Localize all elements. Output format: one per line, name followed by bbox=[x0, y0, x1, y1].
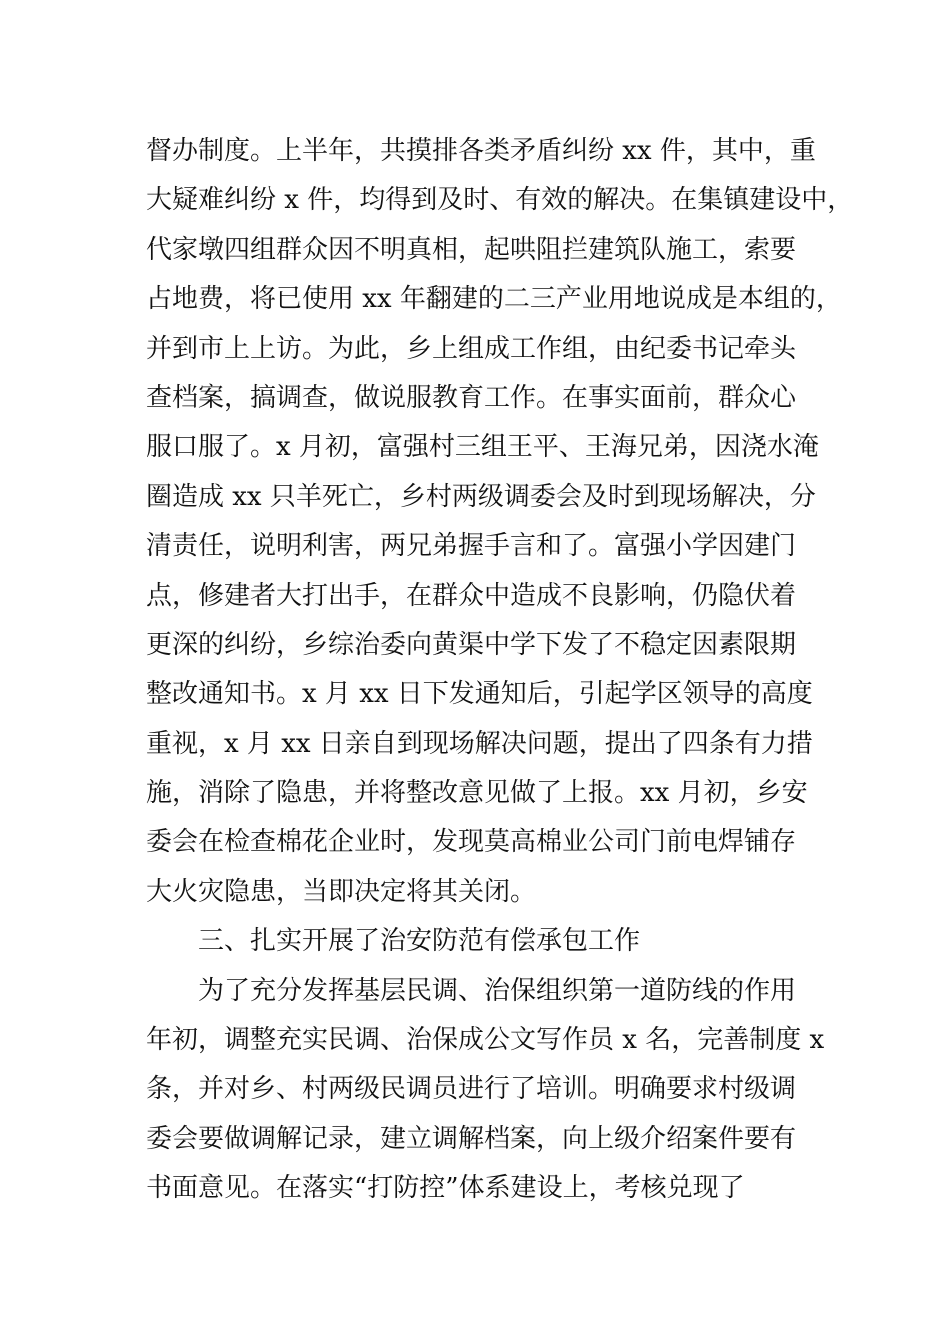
document-body bbox=[146, 127, 854, 1214]
text-line: 代家墩四组群众因不明真相，起哄阻拦建筑队施工，索要 bbox=[146, 234, 797, 265]
text-line: 清责任，说明利害，两兄弟握手言和了。富强小学因建门 bbox=[146, 531, 797, 562]
text-line: 更深的纠纷，乡综治委向黄渠中学下发了不稳定因素限期 bbox=[146, 629, 797, 660]
text-line: 大火灾隐患，当即决定将其关闭。 bbox=[146, 876, 537, 907]
text-line: 占地费，将已使用 xx 年翻建的二三产业用地说成是本组的， bbox=[146, 284, 842, 315]
text-line: 委会在检查棉花企业时，发现莫高棉业公司门前电焊铺存 bbox=[146, 827, 797, 858]
text-line: 查档案，搞调查，做说服教育工作。在事实面前，群众心 bbox=[146, 382, 797, 413]
section-heading: 三、扎实开展了治安防范有偿承包工作 bbox=[198, 926, 641, 957]
text-line: 委会要做调解记录，建立调解档案，向上级介绍案件要有 bbox=[146, 1123, 797, 1154]
text-line: 督办制度。上半年，共摸排各类矛盾纠纷 xx 件，其中，重 bbox=[146, 136, 816, 166]
text-line: 年初，调整充实民调、治保成公文写作员 x 名，完善制度 x bbox=[146, 1025, 825, 1056]
text-line: 大疑难纠纷 x 件，均得到及时、有效的解决。在集镇建设中， bbox=[146, 185, 854, 216]
text-line: 整改通知书。x 月 xx 日下发通知后，引起学区领导的高度 bbox=[146, 679, 813, 710]
text-line: 并到市上上访。为此，乡上组成工作组，由纪委书记牵头 bbox=[146, 333, 797, 364]
text-line: 为了充分发挥基层民调、治保组织第一道防线的作用 bbox=[198, 975, 797, 1006]
text-line: 书面意见。在落实“打防控”体系建设上，考核兑现了 bbox=[146, 1173, 745, 1204]
text-line: 施，消除了隐患，并将整改意见做了上报。xx 月初，乡安 bbox=[146, 778, 808, 809]
text-line: 条，并对乡、村两级民调员进行了培训。明确要求村级调 bbox=[146, 1074, 797, 1105]
text-line: 服口服了。x 月初，富强村三组王平、王海兄弟，因浇水淹 bbox=[146, 432, 819, 463]
text-line: 点，修建者大打出手，在群众中造成不良影响，仍隐伏着 bbox=[146, 580, 797, 611]
text-line: 重视，x 月 xx 日亲自到现场解决问题，提出了四条有力措 bbox=[146, 728, 813, 759]
text-line: 圈造成 xx 只羊死亡，乡村两级调委会及时到现场解决，分 bbox=[146, 481, 816, 512]
